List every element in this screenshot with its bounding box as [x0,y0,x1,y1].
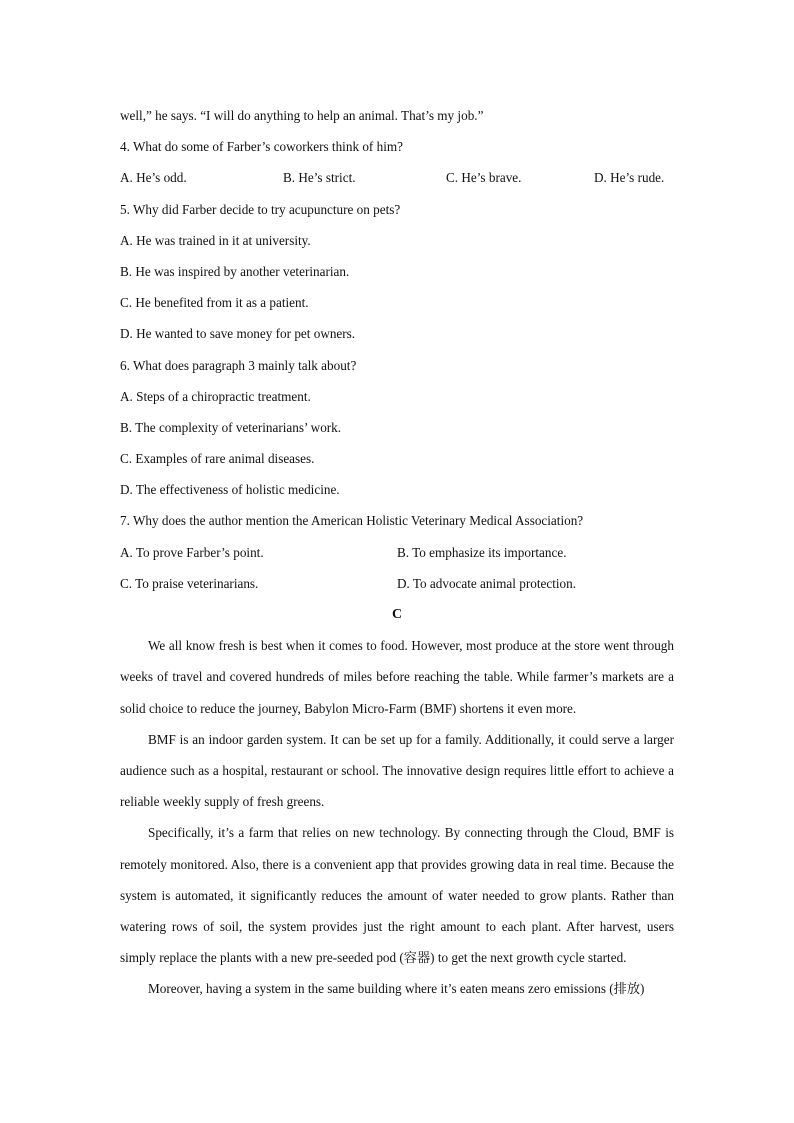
question-4-options [120,162,674,193]
option-4b: B. He’s strict. [283,170,356,186]
option-6b: B. The complexity of veterinarians’ work. [120,419,342,435]
question-6-stem: 6. What does paragraph 3 mainly talk about? [120,357,357,373]
passage-c [120,630,674,1004]
option-6a: A. Steps of a chiropractic treatment. [120,388,311,404]
paragraph-3: Specifically, it’s a farm that relies on new technology. By connecting through the Cloud, BMF is remotely monitored. Also, there is a convenient app that provides growing data in real time. Because the system is automated, it significantly reduces the amount of water needed to grow plants. Rather than watering rows of soil, the system provides just the right amount to each plant. After harvest, users simply replace the plants with a new pre-seeded pod (容器) to get the next growth cycle started. [120,825,674,966]
intro-line: well,” he says. “I will do anything to help an animal. That’s my job.” [120,108,484,123]
question-7-options-row2 [120,568,674,599]
question-4-stem: 4. What do some of Farber’s coworkers think of him? [120,139,403,155]
question-7-options-row1 [120,537,674,568]
option-7b: B. To emphasize its importance. [397,544,567,560]
paragraph-2: BMF is an indoor garden system. It can be set up for a family. Additionally, it could serve a larger audience such as a hospital, restaurant or school. The innovative design requires little effort to achieve a reliable weekly supply of fresh greens. [120,731,674,810]
option-7d: D. To advocate animal protection. [397,575,577,591]
paragraph-1: We all know fresh is best when it comes to food. However, most produce at the store went through weeks of travel and covered hundreds of miles before reaching the table. While farmer’s markets are a solid choice to reduce the journey, Babylon Micro-Farm (BMF) shortens it even more. [120,638,674,716]
option-5c: C. He benefited from it as a patient. [120,295,309,311]
option-4a: A. He’s odd. [120,170,187,186]
option-6d: D. The effectiveness of holistic medicine. [120,482,340,498]
option-4c: C. He’s brave. [446,170,522,186]
option-6c: C. Examples of rare animal diseases. [120,451,315,467]
option-5b: B. He was inspired by another veterinarian. [120,263,350,279]
option-5a: A. He was trained in it at university. [120,232,311,248]
section-heading: C [391,607,403,622]
option-7c: C. To praise veterinarians. [120,575,259,591]
paragraph-4: Moreover, having a system in the same building where it’s eaten means zero emissions (排放) [148,981,645,997]
option-4d: D. He’s rude. [594,170,665,186]
document-page [120,100,674,1005]
option-5d: D. He wanted to save money for pet owners. [120,326,356,342]
question-5-stem: 5. Why did Farber decide to try acupuncture on pets? [120,201,401,217]
option-7a: A. To prove Farber’s point. [120,544,264,560]
question-7-stem: 7. Why does the author mention the American Holistic Veterinary Medical Association? [120,513,584,529]
